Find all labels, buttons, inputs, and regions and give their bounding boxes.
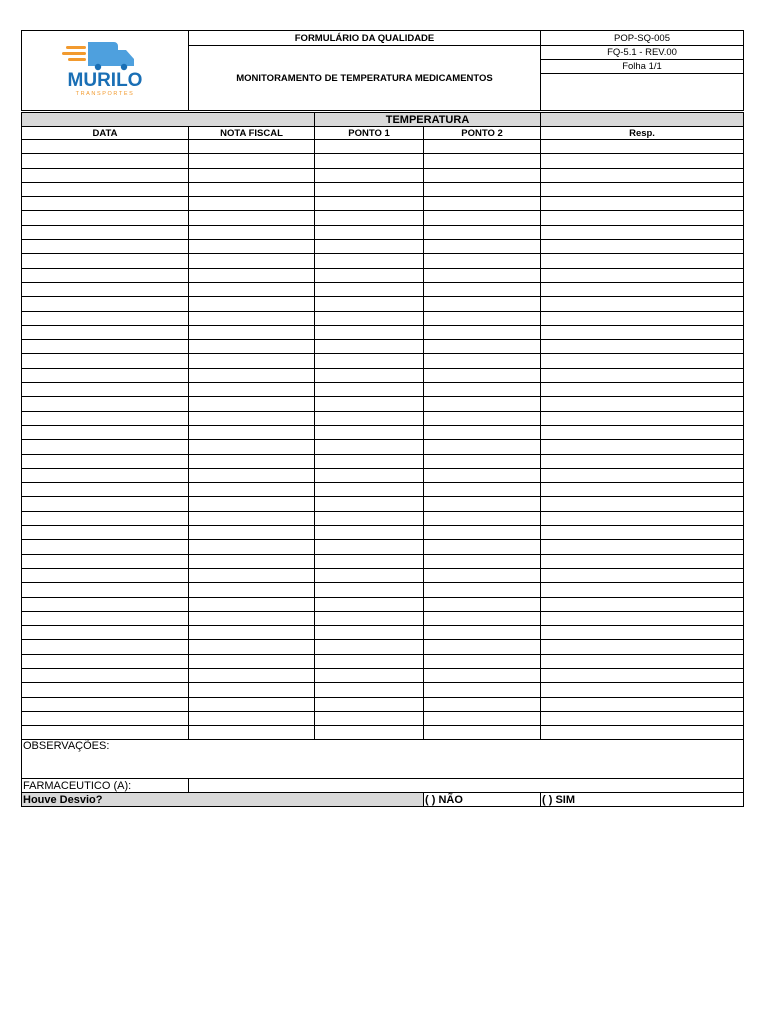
cell-ponto-2[interactable] (424, 640, 541, 654)
cell-ponto-1[interactable] (315, 597, 424, 611)
cell-nota-fiscal[interactable] (189, 454, 315, 468)
cell-nota-fiscal[interactable] (189, 640, 315, 654)
cell-ponto-2[interactable] (424, 511, 541, 525)
table-row (22, 683, 744, 697)
table-row (22, 711, 744, 725)
cell-ponto-2[interactable] (424, 568, 541, 582)
document-title: MONITORAMENTO DE TEMPERATURA MEDICAMENTOS (189, 46, 541, 111)
cell-ponto-1[interactable] (315, 197, 424, 211)
cell-ponto-2[interactable] (424, 140, 541, 154)
cell-nota-fiscal[interactable] (189, 397, 315, 411)
cell-data[interactable] (22, 554, 189, 568)
cell-data[interactable] (22, 297, 189, 311)
table-row (22, 526, 744, 540)
cell-ponto-1[interactable] (315, 211, 424, 225)
cell-data[interactable] (22, 282, 189, 296)
cell-ponto-1[interactable] (315, 683, 424, 697)
cell-ponto-1[interactable] (315, 340, 424, 354)
document-code: POP-SQ-005 (541, 31, 744, 46)
cell-nota-fiscal[interactable] (189, 425, 315, 439)
cell-ponto-2[interactable] (424, 383, 541, 397)
cell-ponto-1[interactable] (315, 468, 424, 482)
cell-nota-fiscal[interactable] (189, 711, 315, 725)
cell-resp[interactable] (541, 154, 744, 168)
cell-resp[interactable] (541, 454, 744, 468)
cell-ponto-1[interactable] (315, 397, 424, 411)
table-row (22, 297, 744, 311)
cell-ponto-1[interactable] (315, 140, 424, 154)
cell-ponto-1[interactable] (315, 154, 424, 168)
cell-nota-fiscal[interactable] (189, 697, 315, 711)
temperature-rows (22, 140, 744, 740)
table-row (22, 468, 744, 482)
table-row (22, 454, 744, 468)
cell-nota-fiscal[interactable] (189, 497, 315, 511)
cell-ponto-2[interactable] (424, 240, 541, 254)
brand-tagline: TRANSPORTES (75, 91, 135, 97)
cell-resp[interactable] (541, 497, 744, 511)
cell-resp[interactable] (541, 468, 744, 482)
cell-data[interactable] (22, 197, 189, 211)
cell-nota-fiscal[interactable] (189, 468, 315, 482)
table-row (22, 254, 744, 268)
cell-resp[interactable] (541, 340, 744, 354)
table-row (22, 383, 744, 397)
cell-data[interactable] (22, 597, 189, 611)
cell-ponto-2[interactable] (424, 325, 541, 339)
cell-data[interactable] (22, 468, 189, 482)
cell-ponto-1[interactable] (315, 611, 424, 625)
table-row (22, 654, 744, 668)
cell-ponto-2[interactable] (424, 197, 541, 211)
cell-nota-fiscal[interactable] (189, 511, 315, 525)
cell-data[interactable] (22, 697, 189, 711)
table-row (22, 211, 744, 225)
cell-resp[interactable] (541, 325, 744, 339)
table-row (22, 626, 744, 640)
cell-ponto-1[interactable] (315, 240, 424, 254)
cell-ponto-1[interactable] (315, 583, 424, 597)
cell-resp[interactable] (541, 626, 744, 640)
cell-data[interactable] (22, 483, 189, 497)
cell-resp[interactable] (541, 711, 744, 725)
cell-nota-fiscal[interactable] (189, 340, 315, 354)
cell-data[interactable] (22, 225, 189, 239)
cell-ponto-2[interactable] (424, 626, 541, 640)
cell-ponto-1[interactable] (315, 411, 424, 425)
cell-resp[interactable] (541, 483, 744, 497)
cell-ponto-2[interactable] (424, 268, 541, 282)
cell-ponto-2[interactable] (424, 311, 541, 325)
table-row (22, 282, 744, 296)
cell-nota-fiscal[interactable] (189, 654, 315, 668)
cell-data[interactable] (22, 268, 189, 282)
cell-nota-fiscal[interactable] (189, 140, 315, 154)
table-row (22, 497, 744, 511)
cell-nota-fiscal[interactable] (189, 568, 315, 582)
table-row (22, 425, 744, 439)
cell-ponto-1[interactable] (315, 726, 424, 740)
cell-resp[interactable] (541, 168, 744, 182)
cell-nota-fiscal[interactable] (189, 540, 315, 554)
table-row (22, 325, 744, 339)
table-row (22, 154, 744, 168)
header-table (21, 30, 744, 111)
cell-data[interactable] (22, 254, 189, 268)
cell-ponto-2[interactable] (424, 526, 541, 540)
cell-resp[interactable] (541, 282, 744, 296)
cell-ponto-1[interactable] (315, 654, 424, 668)
cell-data[interactable] (22, 540, 189, 554)
cell-data[interactable] (22, 454, 189, 468)
cell-nota-fiscal[interactable] (189, 225, 315, 239)
cell-ponto-2[interactable] (424, 168, 541, 182)
cell-resp[interactable] (541, 311, 744, 325)
cell-nota-fiscal[interactable] (189, 168, 315, 182)
cell-resp[interactable] (541, 182, 744, 196)
cell-ponto-1[interactable] (315, 425, 424, 439)
cell-ponto-1[interactable] (315, 440, 424, 454)
cell-ponto-1[interactable] (315, 268, 424, 282)
column-header-resp: Resp. (541, 127, 744, 140)
cell-resp[interactable] (541, 511, 744, 525)
table-row (22, 311, 744, 325)
table-row (22, 583, 744, 597)
cell-resp[interactable] (541, 597, 744, 611)
cell-resp[interactable] (541, 197, 744, 211)
cell-resp[interactable] (541, 354, 744, 368)
cell-ponto-1[interactable] (315, 311, 424, 325)
cell-resp[interactable] (541, 640, 744, 654)
table-row (22, 540, 744, 554)
cell-data[interactable] (22, 168, 189, 182)
cell-resp[interactable] (541, 654, 744, 668)
table-row (22, 397, 744, 411)
cell-ponto-1[interactable] (315, 540, 424, 554)
cell-ponto-2[interactable] (424, 583, 541, 597)
cell-resp[interactable] (541, 568, 744, 582)
cell-ponto-2[interactable] (424, 411, 541, 425)
cell-nota-fiscal[interactable] (189, 297, 315, 311)
cell-resp[interactable] (541, 583, 744, 597)
cell-ponto-1[interactable] (315, 225, 424, 239)
cell-nota-fiscal[interactable] (189, 282, 315, 296)
table-row (22, 182, 744, 196)
cell-ponto-1[interactable] (315, 497, 424, 511)
cell-resp[interactable] (541, 254, 744, 268)
cell-nota-fiscal[interactable] (189, 311, 315, 325)
cell-nota-fiscal[interactable] (189, 182, 315, 196)
cell-resp[interactable] (541, 726, 744, 740)
cell-resp[interactable] (541, 240, 744, 254)
table-row (22, 225, 744, 239)
cell-ponto-1[interactable] (315, 325, 424, 339)
cell-resp[interactable] (541, 297, 744, 311)
cell-ponto-2[interactable] (424, 654, 541, 668)
cell-ponto-1[interactable] (315, 182, 424, 196)
header-blank-cell (541, 74, 744, 111)
cell-data[interactable] (22, 440, 189, 454)
cell-ponto-2[interactable] (424, 211, 541, 225)
cell-ponto-2[interactable] (424, 282, 541, 296)
pharmacist-label: FARMACEUTICO (A): (22, 779, 189, 793)
cell-nota-fiscal[interactable] (189, 354, 315, 368)
cell-resp[interactable] (541, 268, 744, 282)
pharmacist-field[interactable] (189, 779, 744, 793)
cell-ponto-2[interactable] (424, 368, 541, 382)
cell-ponto-1[interactable] (315, 640, 424, 654)
column-header-ponto-1: PONTO 1 (315, 127, 424, 140)
cell-ponto-1[interactable] (315, 354, 424, 368)
cell-data[interactable] (22, 425, 189, 439)
temperature-group-header: TEMPERATURA (315, 113, 541, 127)
cell-data[interactable] (22, 397, 189, 411)
cell-nota-fiscal[interactable] (189, 211, 315, 225)
cell-nota-fiscal[interactable] (189, 254, 315, 268)
cell-nota-fiscal[interactable] (189, 726, 315, 740)
cell-ponto-1[interactable] (315, 254, 424, 268)
observations-label: OBSERVAÇÕES: (23, 740, 110, 753)
cell-resp[interactable] (541, 526, 744, 540)
cell-nota-fiscal[interactable] (189, 268, 315, 282)
column-header-data: DATA (22, 127, 189, 140)
cell-ponto-2[interactable] (424, 697, 541, 711)
cell-data[interactable] (22, 340, 189, 354)
cell-data[interactable] (22, 568, 189, 582)
cell-nota-fiscal[interactable] (189, 325, 315, 339)
table-row (22, 511, 744, 525)
table-row (22, 568, 744, 582)
cell-ponto-2[interactable] (424, 154, 541, 168)
cell-resp[interactable] (541, 368, 744, 382)
cell-ponto-2[interactable] (424, 297, 541, 311)
form-title: FORMULÁRIO DA QUALIDADE (189, 31, 541, 46)
form-sheet (21, 30, 743, 807)
cell-data[interactable] (22, 383, 189, 397)
logo (22, 31, 189, 111)
cell-nota-fiscal[interactable] (189, 583, 315, 597)
cell-resp[interactable] (541, 440, 744, 454)
cell-nota-fiscal[interactable] (189, 668, 315, 682)
cell-ponto-2[interactable] (424, 468, 541, 482)
group-header-blank-right (541, 113, 744, 127)
cell-ponto-1[interactable] (315, 697, 424, 711)
cell-data[interactable] (22, 325, 189, 339)
cell-ponto-1[interactable] (315, 282, 424, 296)
cell-ponto-2[interactable] (424, 683, 541, 697)
cell-ponto-1[interactable] (315, 383, 424, 397)
cell-data[interactable] (22, 626, 189, 640)
cell-resp[interactable] (541, 697, 744, 711)
cell-nota-fiscal[interactable] (189, 483, 315, 497)
cell-ponto-2[interactable] (424, 483, 541, 497)
cell-ponto-2[interactable] (424, 454, 541, 468)
cell-data[interactable] (22, 411, 189, 425)
column-headers (22, 127, 744, 140)
cell-data[interactable] (22, 311, 189, 325)
cell-ponto-1[interactable] (315, 568, 424, 582)
cell-ponto-1[interactable] (315, 711, 424, 725)
table-row (22, 597, 744, 611)
cell-data[interactable] (22, 497, 189, 511)
column-header-nota-fiscal: NOTA FISCAL (189, 127, 315, 140)
table-row (22, 640, 744, 654)
cell-nota-fiscal[interactable] (189, 526, 315, 540)
cell-nota-fiscal[interactable] (189, 383, 315, 397)
table-row (22, 168, 744, 182)
cell-nota-fiscal[interactable] (189, 411, 315, 425)
cell-resp[interactable] (541, 383, 744, 397)
cell-ponto-2[interactable] (424, 425, 541, 439)
cell-nota-fiscal[interactable] (189, 368, 315, 382)
table-row (22, 697, 744, 711)
cell-data[interactable] (22, 611, 189, 625)
table-row (22, 240, 744, 254)
table-row (22, 340, 744, 354)
cell-ponto-1[interactable] (315, 511, 424, 525)
cell-resp[interactable] (541, 540, 744, 554)
cell-data[interactable] (22, 182, 189, 196)
cell-nota-fiscal[interactable] (189, 440, 315, 454)
cell-ponto-2[interactable] (424, 182, 541, 196)
table-row (22, 411, 744, 425)
deviation-label: Houve Desvio? (22, 793, 424, 807)
cell-resp[interactable] (541, 425, 744, 439)
cell-nota-fiscal[interactable] (189, 597, 315, 611)
table-row (22, 140, 744, 154)
cell-resp[interactable] (541, 211, 744, 225)
table-row (22, 354, 744, 368)
deviation-option-yes[interactable]: ( ) SIM (541, 793, 744, 807)
cell-ponto-2[interactable] (424, 597, 541, 611)
cell-ponto-1[interactable] (315, 668, 424, 682)
cell-ponto-1[interactable] (315, 483, 424, 497)
cell-ponto-2[interactable] (424, 354, 541, 368)
cell-ponto-1[interactable] (315, 554, 424, 568)
cell-ponto-1[interactable] (315, 526, 424, 540)
table-row (22, 668, 744, 682)
cell-ponto-1[interactable] (315, 368, 424, 382)
cell-ponto-2[interactable] (424, 726, 541, 740)
cell-data[interactable] (22, 640, 189, 654)
cell-nota-fiscal[interactable] (189, 683, 315, 697)
cell-ponto-2[interactable] (424, 668, 541, 682)
table-row (22, 611, 744, 625)
cell-ponto-1[interactable] (315, 626, 424, 640)
table-row (22, 726, 744, 740)
cell-resp[interactable] (541, 554, 744, 568)
cell-ponto-2[interactable] (424, 340, 541, 354)
truck-logo-icon (50, 38, 160, 100)
cell-ponto-2[interactable] (424, 225, 541, 239)
cell-data[interactable] (22, 140, 189, 154)
cell-data[interactable] (22, 354, 189, 368)
table-row (22, 554, 744, 568)
cell-resp[interactable] (541, 411, 744, 425)
cell-nota-fiscal[interactable] (189, 611, 315, 625)
cell-ponto-2[interactable] (424, 554, 541, 568)
temperature-table (21, 112, 744, 807)
table-row (22, 440, 744, 454)
cell-data[interactable] (22, 711, 189, 725)
table-row (22, 268, 744, 282)
cell-resp[interactable] (541, 140, 744, 154)
cell-resp[interactable] (541, 611, 744, 625)
cell-ponto-2[interactable] (424, 254, 541, 268)
cell-data[interactable] (22, 211, 189, 225)
sheet-number: Folha 1/1 (541, 60, 744, 74)
table-row (22, 368, 744, 382)
cell-ponto-2[interactable] (424, 497, 541, 511)
cell-ponto-2[interactable] (424, 397, 541, 411)
cell-data[interactable] (22, 368, 189, 382)
observations-field[interactable] (22, 740, 744, 779)
group-header-blank-left (22, 113, 315, 127)
cell-data[interactable] (22, 154, 189, 168)
cell-resp[interactable] (541, 683, 744, 697)
cell-data[interactable] (22, 654, 189, 668)
cell-data[interactable] (22, 526, 189, 540)
table-row (22, 483, 744, 497)
cell-data[interactable] (22, 583, 189, 597)
cell-resp[interactable] (541, 225, 744, 239)
table-row (22, 197, 744, 211)
deviation-option-no[interactable]: ( ) NÃO (424, 793, 541, 807)
cell-data[interactable] (22, 511, 189, 525)
cell-nota-fiscal[interactable] (189, 154, 315, 168)
cell-ponto-2[interactable] (424, 711, 541, 725)
cell-ponto-2[interactable] (424, 540, 541, 554)
brand-text: MURILO (67, 70, 143, 91)
column-header-ponto-2: PONTO 2 (424, 127, 541, 140)
cell-ponto-1[interactable] (315, 454, 424, 468)
cell-nota-fiscal[interactable] (189, 626, 315, 640)
cell-nota-fiscal[interactable] (189, 554, 315, 568)
cell-resp[interactable] (541, 668, 744, 682)
cell-ponto-1[interactable] (315, 168, 424, 182)
document-revision: FQ-5.1 - REV.00 (541, 46, 744, 60)
cell-resp[interactable] (541, 397, 744, 411)
cell-ponto-1[interactable] (315, 297, 424, 311)
cell-ponto-2[interactable] (424, 440, 541, 454)
cell-data[interactable] (22, 683, 189, 697)
cell-data[interactable] (22, 240, 189, 254)
cell-data[interactable] (22, 668, 189, 682)
cell-data[interactable] (22, 726, 189, 740)
cell-ponto-2[interactable] (424, 611, 541, 625)
cell-nota-fiscal[interactable] (189, 197, 315, 211)
cell-nota-fiscal[interactable] (189, 240, 315, 254)
